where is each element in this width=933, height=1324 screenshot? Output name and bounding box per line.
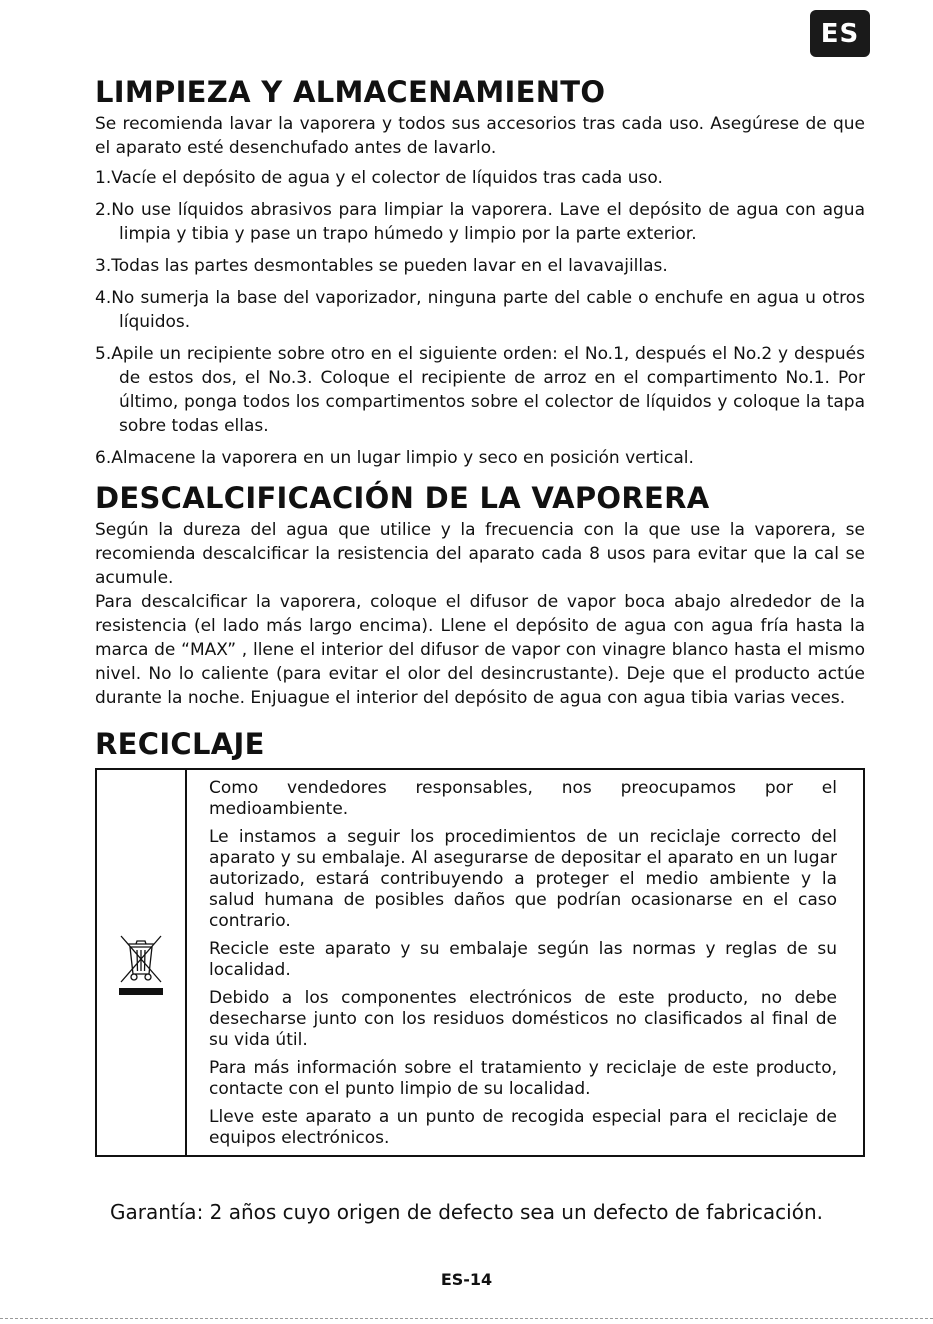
recycling-title: RECICLAJE [95,727,265,761]
cleaning-step: 6.Almacene la vaporera en un lugar limpio y seco en posición vertical. [95,448,694,468]
page-number: ES-14 [440,1270,493,1289]
recycling-paragraph: Como vendedores responsables, nos preocupamos por el medioambiente. [209,778,837,819]
recycling-paragraph: Le instamos a seguir los procedimientos de un reciclaje correcto del aparato y su embalaje. Al asegurarse de depositar el aparato en un lugar autorizado, estará contribuyendo a proteger el medio ambiente y la salud humana de posibles daños que podrían ocasionarse en el caso contrario. [209,827,837,931]
recycling-paragraph: Para más información sobre el tratamiento y reciclaje de este producto, contacte con el punto limpio de su localidad. [209,1058,837,1099]
cleaning-intro: Se recomienda lavar la vaporera y todos sus accesorios tras cada uso. Asegúrese de que el aparato esté desenchufado antes de lavarlo. [95,114,865,158]
cleaning-step: 2.No use líquidos abrasivos para limpiar la vaporera. Lave el depósito de agua con agua limpia y tibia y pase un trapo húmedo y limpio por la parte exterior. [95,200,865,244]
recycling-text [187,770,863,1155]
cleaning-step: 4.No sumerja la base del vaporizador, ninguna parte del cable o enchufe en agua u otros líquidos. [95,288,865,332]
recycling-section [95,724,865,1157]
page-content [95,72,865,1157]
cleaning-steps-list [95,166,865,470]
cleaning-step: 5.Apile un recipiente sobre otro en el siguiente orden: el No.1, después el No.2 y después de estos dos, el No.3. Coloque el recipiente de arroz en el compartimento No.1. Por último, ponga todos los compartimentos sobre el colector de líquidos y coloque la tapa sobre todas ellas. [95,344,865,436]
bottom-divider [0,1318,933,1319]
recycling-icon-cell [97,770,187,1155]
cleaning-step: 1.Vacíe el depósito de agua y el colector de líquidos tras cada uso. [95,168,663,188]
recycling-paragraph: Debido a los componentes electrónicos de este producto, no debe desecharse junto con los residuos domésticos no clasificados al final de su vida útil. [209,988,837,1050]
recycling-paragraph: Recicle este aparato y su embalaje según las normas y reglas de su localidad. [209,939,837,980]
recycling-paragraph: Lleve este aparato a un punto de recogida especial para el reciclaje de equipos electrónicos. [209,1107,837,1148]
descaling-paragraph: Para descalcificar la vaporera, coloque el difusor de vapor boca abajo alrededor de la resistencia (el lado más largo encima). Llene el depósito de agua con agua fría hasta la marca de “MAX” , llene el interior del difusor de vapor con vinagre blanco hasta el mismo nivel. No lo caliente (para evitar el olor del desincrustante). Deje que el producto actúe durante la noche. Enjuague el interior del depósito de agua con agua tibia varias veces. [95,592,865,708]
crossed-out-wheelie-bin-icon [116,930,166,996]
cleaning-step: 3.Todas las partes desmontables se pueden lavar en el lavavajillas. [95,256,668,276]
cleaning-section [95,72,865,470]
descaling-section [95,478,865,710]
recycling-box [95,768,865,1157]
descaling-title: DESCALCIFICACIÓN DE LA VAPORERA [95,481,710,515]
language-badge: ES [810,10,870,57]
descaling-paragraph: Según la dureza del agua que utilice y la frecuencia con la que use la vaporera, se recomienda descalcificar la resistencia del aparato cada 8 usos para evitar que la cal se acumule. [95,520,865,588]
cleaning-title: LIMPIEZA Y ALMACENAMIENTO [95,75,606,109]
warranty-note: Garantía: 2 años cuyo origen de defecto sea un defecto de fabricación. [110,1200,823,1224]
